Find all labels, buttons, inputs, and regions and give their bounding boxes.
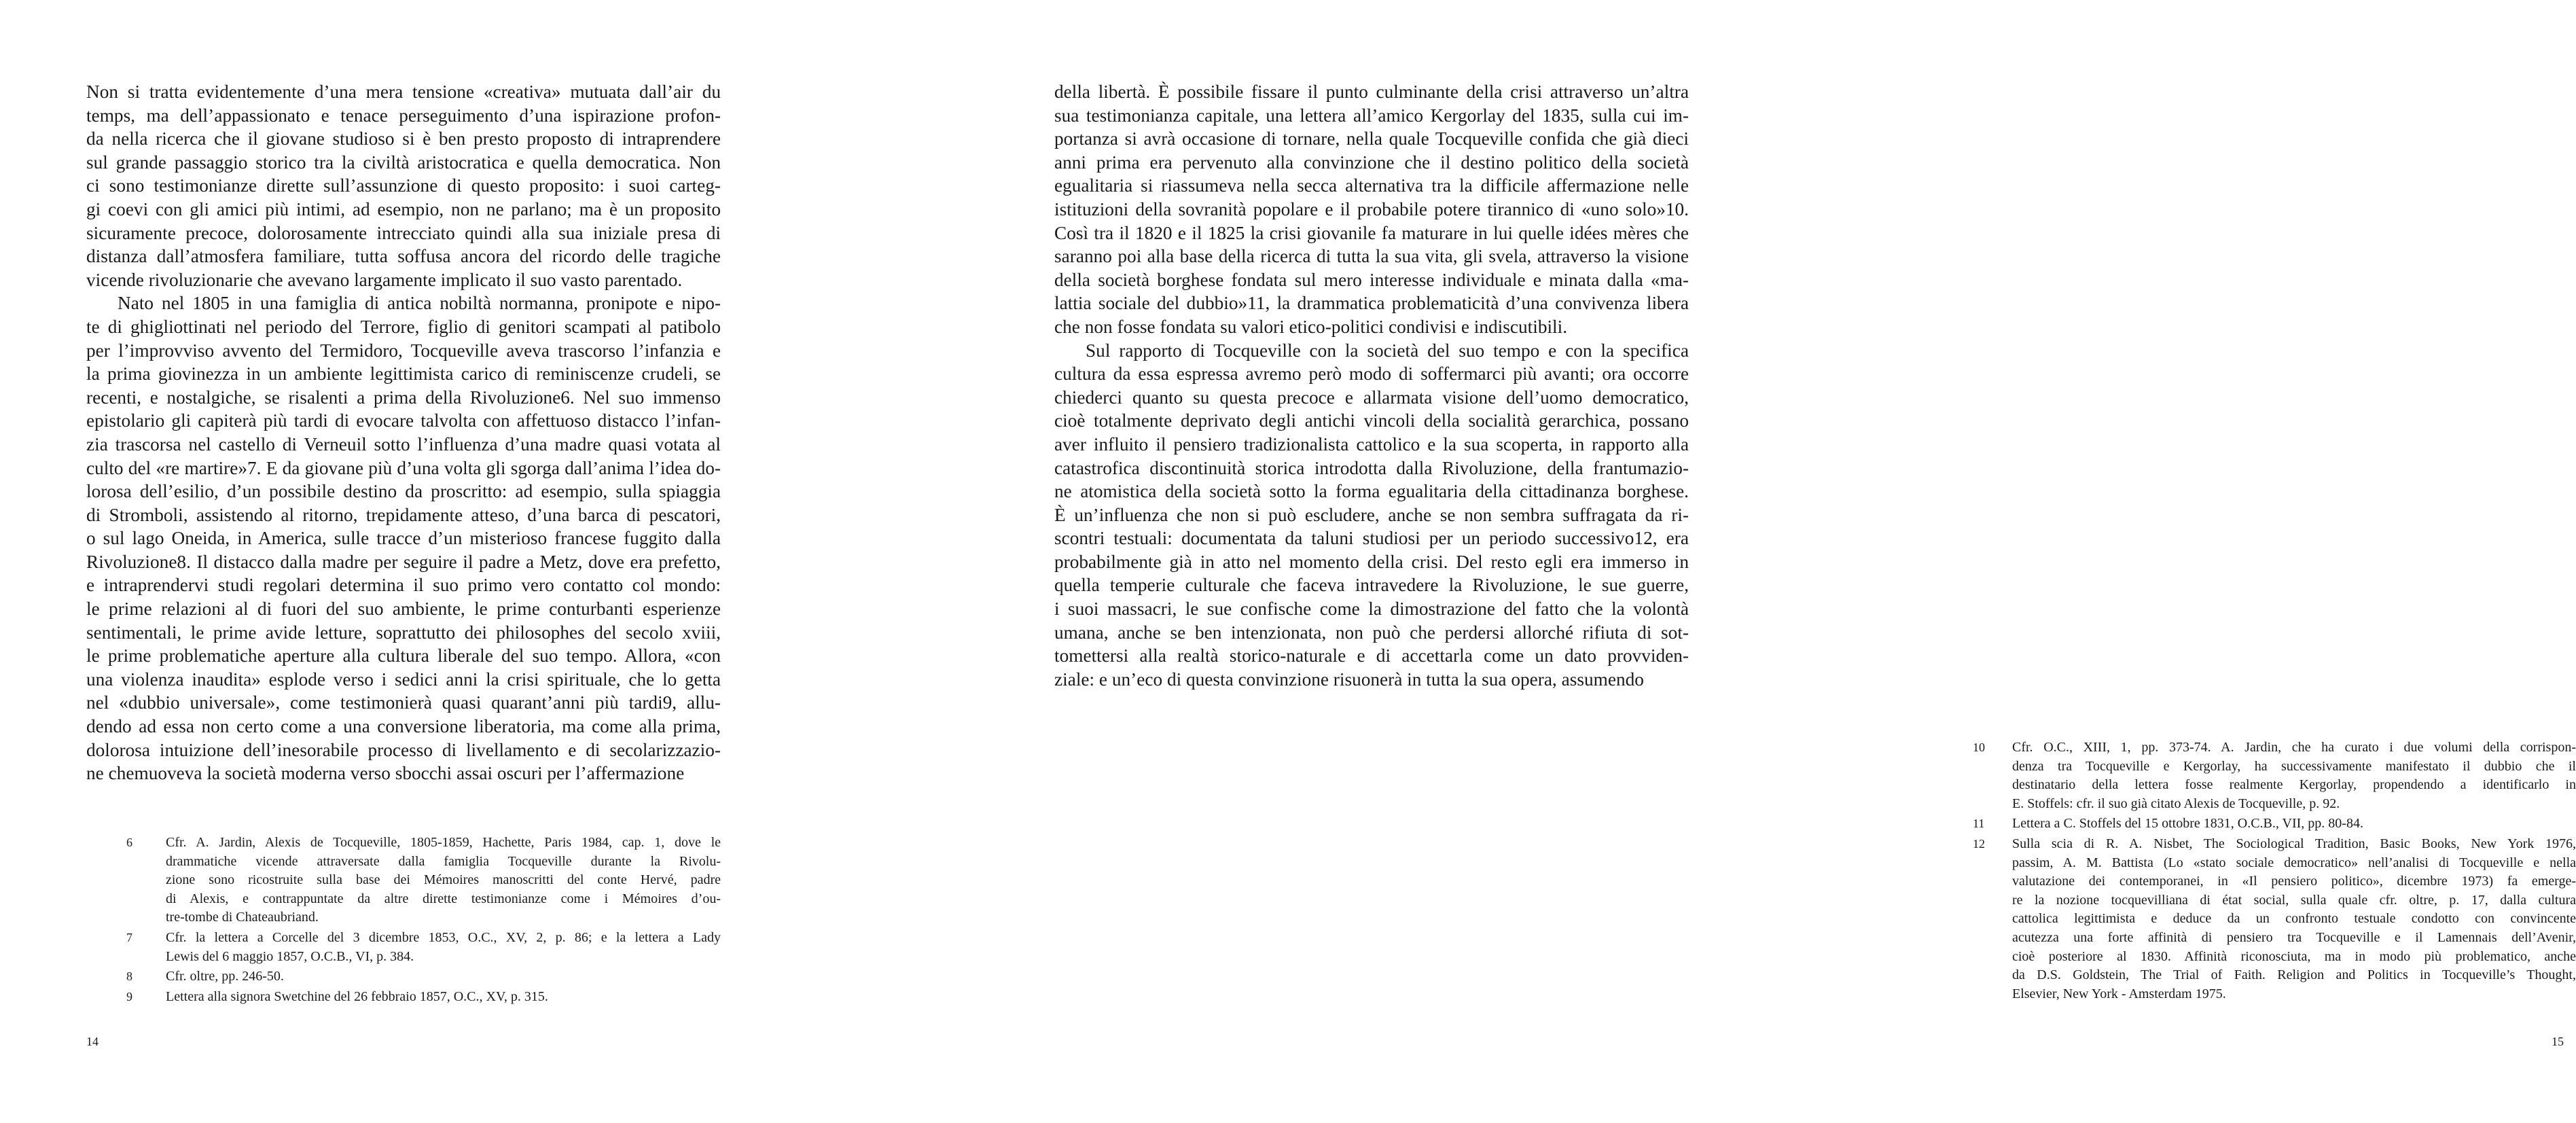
text-line: umana, anche se ben intenzionata, non può che perdersi allorché rifiuta di sot- [1054, 622, 1689, 643]
text-line: ziale: e un’eco di questa convinzione risuonerà in tutta la sua opera, assumendo [1054, 669, 1644, 690]
footnote-text [166, 988, 721, 1007]
footnote-number: 8 [126, 969, 132, 984]
text-line: Rivoluzione8. Il distacco dalla madre per seguire il padre a Metz, dove era prefetto, [86, 551, 721, 572]
text-line: sicuramente precoce, dolorosamente intrecciato quindi alla sua iniziale presa di [86, 222, 721, 243]
footnote-number: 12 [1973, 836, 1985, 851]
text-line: una violenza inaudita» esplode verso i sedici anni la crisi spirituale, che lo getta [86, 669, 721, 690]
footnote-text [2012, 815, 2576, 834]
text-line: dolorosa intuizione dell’inesorabile processo di livellamento e di secolarizzazio- [86, 739, 721, 760]
footnote-number: 11 [1973, 817, 1985, 831]
text-line: zia trascorsa nel castello di Verneuil sotto l’influenza d’una madre quasi votata al [86, 433, 721, 454]
footnote-line: Lewis del 6 maggio 1857, O.C.B., VI, p. 384. [166, 948, 414, 964]
paragraph [86, 291, 721, 785]
text-line: da nella ricerca che il giovane studioso si è ben presto proposto di intraprendere [86, 128, 721, 149]
text-line: dendo ad essa non certo come a una conversione liberatoria, ma come alla prima, [86, 716, 721, 737]
page-number-right: 15 [2552, 1035, 2564, 1048]
footnote-line: tre-tombe di Chateaubriand. [166, 910, 319, 925]
footnote-text [166, 967, 721, 986]
text-line: temps, ma dell’appassionato e tenace perseguimento d’una ispirazione profon- [86, 105, 721, 126]
footnote [126, 967, 721, 986]
footnote-number: 6 [126, 836, 132, 849]
footnote-line: drammatiche vicende attraversate dalla famiglia Tocqueville durante la Rivolu- [166, 853, 721, 869]
text-line: per l’improvviso avvento del Termidoro, Tocqueville aveva trascorso l’infanzia e [86, 340, 721, 361]
text-line: anni prima era pervenuto alla convinzione che il destino politico della società [1054, 151, 1689, 173]
page-number-left: 14 [86, 1035, 99, 1048]
text-line: scontri testuali: documentata da taluni studiosi per un periodo successivo12, era [1054, 528, 1689, 549]
text-line: sul grande passaggio storico tra la civiltà aristocratica e quella democratica. Non [86, 151, 721, 173]
text-line: È un’influenza che non si può escludere, anche se non sembra suffragata da ri- [1054, 504, 1689, 525]
footnote-line: Cfr. la lettera a Corcelle del 3 dicembre 1853, O.C., XV, 2, p. 86; e la lettera a Lady [166, 929, 721, 945]
text-line: istituzioni della sovranità popolare e il probabile potere tirannico di «uno solo»10. [1054, 198, 1689, 219]
text-line: ci sono testimonianze dirette sull’assunzione di questo proposito: i suoi carteg- [86, 175, 721, 196]
footnote-line: re la nozione tocquevilliana di état social, sulla quale cfr. oltre, p. 17, dalla cultura [2012, 892, 2576, 908]
footnote-line: Sulla scia di R. A. Nisbet, The Sociological Tradition, Basic Books, New York 1976, [2012, 836, 2576, 851]
paragraph [86, 80, 721, 291]
footnote-text [2012, 835, 2576, 1003]
right-body-text [1054, 80, 1689, 691]
text-line: e intraprendervi studi regolari determina il suo primo vero contatto col mondo: [86, 575, 721, 596]
paragraph [1054, 80, 1689, 339]
paragraph [1054, 339, 1689, 692]
text-line: Nato nel 1805 in una famiglia di antica nobiltà normanna, pronipote e nipo- [118, 293, 721, 314]
text-line: cioè totalmente deprivato degli antichi vincoli della socialità gerarchica, possano [1054, 410, 1689, 431]
footnote-number: 7 [126, 930, 132, 944]
text-line: lorosa dell’esilio, d’un possibile destino da proscritto: ad esempio, sulla spiaggia [86, 481, 721, 502]
footnote-line: cattolica legittimista e deduce da un confronto testuale condotto con convincente [2012, 911, 2576, 927]
text-line: ne chemuoveva la società moderna verso sbocchi assai oscuri per l’affermazione [86, 763, 685, 784]
text-line: recenti, e nostalgiche, se risalenti a prima della Rivoluzione6. Nel suo immenso [86, 387, 721, 408]
text-line: saranno poi alla base della ricerca di tutta la sua vita, gli svela, attraverso la visione [1054, 246, 1689, 267]
text-line: ne atomistica della società sotto la forma egualitaria della cittadinanza borghese. [1054, 481, 1689, 502]
footnote [1973, 815, 2576, 834]
text-line: della libertà. È possibile fissare il punto culminante della crisi attraverso un’altra [1054, 82, 1689, 102]
text-line: le prime problematiche aperture alla cultura liberale del suo tempo. Allora, «con [86, 645, 721, 666]
footnote-line: Elsevier, New York - Amsterdam 1975. [2012, 986, 2226, 1001]
text-line: che non fosse fondata su valori etico-politici condivisi e indiscutibili. [1054, 316, 1568, 337]
text-line: le prime relazioni al di fuori del suo ambiente, le prime conturbanti esperienze [86, 599, 721, 620]
text-line: tomettersi alla realtà storico-naturale e di accettarla come un dato provviden- [1054, 645, 1689, 666]
left-page [0, 0, 882, 1123]
text-line: sua testimonianza capitale, una lettera all’amico Kergorlay del 1835, sulla cui im- [1054, 105, 1689, 126]
footnote [126, 929, 721, 966]
text-line: della società borghese fondata sul mero interesse individuale e minata dalla «ma- [1054, 269, 1689, 290]
text-line: chiederci quanto su questa precoce e allarmata visione dell’uomo democratico, [1054, 387, 1689, 408]
text-line: epistolario gli capiterà più tardi di evocare talvolta con affettuoso distacco l’infan- [86, 410, 721, 431]
text-line: lattia sociale del dubbio»11, la drammatica problematicità d’una convivenza libera [1054, 293, 1689, 314]
footnote-line: Cfr. A. Jardin, Alexis de Tocqueville, 1805-1859, Hachette, Paris 1984, cap. 1, dove le [166, 835, 721, 850]
footnote-text [166, 834, 721, 927]
footnote-line: passim, A. M. Battista (Lo «stato sociale democratico» nell’analisi di Tocqueville e nella [2012, 855, 2576, 870]
footnote-line: zione sono ricostruite sulla base dei Mémoires manoscritti del conte Hervé, padre [166, 872, 721, 888]
text-line: vicende rivoluzionarie che avevano largamente implicato il suo vasto parentado. [86, 269, 683, 290]
text-line: quella temperie culturale che faceva intravedere la Rivoluzione, le sue guerre, [1054, 575, 1689, 596]
text-line: portanza si avrà occasione di tornare, nella quale Tocqueville confida che già dieci [1054, 128, 1689, 149]
left-footnotes [126, 834, 721, 1008]
text-line: cultura da essa espressa avremo però modo di soffermarci più avanti; ora occorre [1054, 363, 1689, 385]
text-line: sentimentali, le prime avide letture, soprattutto dei philosophes del secolo xviii, [86, 622, 721, 643]
footnote-line: Lettera a C. Stoffels del 15 ottobre 1831, O.C.B., VII, pp. 80-84. [2012, 816, 2363, 832]
footnote-line: Lettera alla signora Swetchine del 26 febbraio 1857, O.C., XV, p. 315. [166, 988, 548, 1004]
text-line: Sul rapporto di Tocqueville con la società del suo tempo e con la specifica [1086, 340, 1689, 361]
text-line: egualitaria si riassumeva nella secca alternativa tra la difficile affermazione nelle [1054, 175, 1689, 196]
text-line: nel «dubbio universale», come testimonierà quasi quarant’anni più tardi9, allu- [86, 692, 721, 713]
footnote [1973, 738, 2576, 813]
right-footnotes [1973, 738, 2576, 1005]
footnote-text [2012, 738, 2576, 813]
text-line: Non si tratta evidentemente d’una mera tensione «creativa» mutuata dall’air du [86, 82, 721, 102]
footnote-line: Cfr. oltre, pp. 246-50. [166, 969, 284, 984]
text-line: i suoi massacri, le sue confische come la dimostrazione del fatto che la volontà [1054, 599, 1689, 620]
text-line: o sul lago Oneida, in America, sulle tracce d’un misterioso francese fuggito dalla [86, 528, 721, 549]
text-line: aver influito il pensiero tradizionalista cattolico e la sua scoperta, in rapporto alla [1054, 433, 1689, 454]
text-line: Così tra il 1820 e il 1825 la crisi giovanile fa maturare in lui quelle idées mères che [1054, 222, 1689, 243]
footnote-line: destinatario della lettera fosse realmente Kergorlay, propendendo a identificarlo in [2012, 777, 2576, 793]
text-line: la prima giovinezza in un ambiente legittimista carico di reminiscenze crudeli, se [86, 363, 721, 385]
footnote-line: da D.S. Goldstein, The Trial of Faith. Religion and Politics in Tocqueville’s Thought, [2012, 967, 2576, 983]
text-line: gi coevi con gli amici più intimi, ad esempio, non ne parlano; ma è un proposito [86, 198, 721, 219]
footnote [1973, 835, 2576, 1003]
footnote [126, 988, 721, 1007]
footnote-number: 9 [126, 989, 132, 1003]
text-line: culto del «re martire»7. E da giovane più d’una volta gli sgorga dall’anima l’idea do- [86, 457, 721, 478]
left-body-text [86, 80, 721, 785]
footnote-line: valutazione dei contemporanei, in «Il pensiero politico», dicembre 1973) fa emerge- [2012, 874, 2576, 889]
text-line: te di ghigliottinati nel periodo del Terrore, figlio di genitori scampati al patibolo [86, 316, 721, 337]
footnote-line: acutezza una forte affinità di pensiero tra Tocqueville e il Lamennais dell’Avenir, [2012, 929, 2576, 945]
text-line: distanza dall’atmosfera familiare, tutta soffusa ancora del ricordo delle tragiche [86, 246, 721, 267]
footnote-line: denza tra Tocqueville e Kergorlay, ha successivamente manifestato il dubbio che il [2012, 758, 2576, 774]
footnote-line: Cfr. O.C., XIII, 1, pp. 373-74. A. Jardin, che ha curato i due volumi della corrispon- [2012, 740, 2576, 755]
footnote [126, 834, 721, 927]
right-page [882, 0, 2576, 1123]
footnote-text [166, 929, 721, 966]
text-line: di Stromboli, assistendo al ritorno, trepidamente atteso, d’una barca di pescatori, [86, 504, 721, 525]
text-line: probabilmente già in atto nel momento della crisi. Del resto egli era immerso in [1054, 551, 1689, 572]
text-line: catastrofica discontinuità storica introdotta dalla Rivoluzione, della frantumazio- [1054, 457, 1689, 478]
footnote-line: E. Stoffels: cfr. il suo già citato Alexis de Tocqueville, p. 92. [2012, 796, 2340, 811]
footnote-number: 10 [1973, 741, 1985, 754]
footnote-line: cioè posteriore al 1830. Affinità riconosciuta, ma in modo più problematico, anche [2012, 948, 2576, 964]
footnote-line: di Alexis, e contrappuntate da altre dirette testimonianze come i Mémoires d’ou- [166, 891, 721, 906]
